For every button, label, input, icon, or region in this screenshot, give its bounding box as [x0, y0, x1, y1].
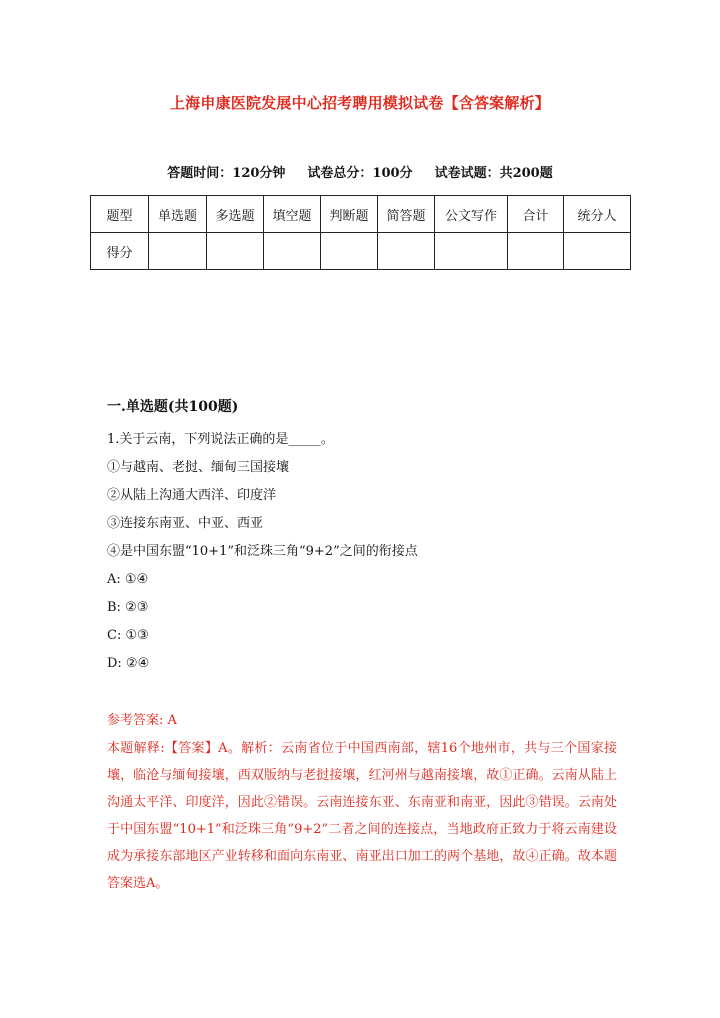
- exam-total-score: 试卷总分：100分: [307, 166, 413, 181]
- question-statement: ①与越南、老挝、缅甸三国接壤: [107, 460, 290, 475]
- score-table-header-cell: 判断题: [321, 196, 378, 233]
- score-table-header-cell: 简答题: [378, 196, 435, 233]
- question-option-d: D: ②④: [107, 656, 150, 671]
- question-stem: 1.关于云南，下列说法正确的是_____。: [107, 432, 334, 447]
- answer-block: [107, 707, 617, 897]
- score-cell: [435, 233, 508, 270]
- score-table-header-cell: 多选题: [207, 196, 264, 233]
- score-cell: [149, 233, 207, 270]
- score-cell: [321, 233, 378, 270]
- section-heading: 一.单选题(共100题): [107, 399, 239, 415]
- score-cell: [378, 233, 435, 270]
- score-table-header-cell: 填空题: [264, 196, 321, 233]
- score-table-header-cell: 单选题: [149, 196, 207, 233]
- exam-total-questions: 试卷试题：共200题: [434, 166, 553, 181]
- question-option-b: B: ②③: [107, 600, 149, 615]
- score-table: [90, 195, 631, 270]
- exam-title: 上海申康医院发展中心招考聘用模拟试卷【含答案解析】: [169, 94, 550, 112]
- score-cell: [264, 233, 321, 270]
- score-table-header-cell: 合计: [508, 196, 564, 233]
- question-block: [107, 426, 617, 678]
- answer-explanation: 本题解释:【答案】A。解析：云南省位于中国西南部，辖16个地州市，共与三个国家接壤，临沧与缅甸接壤，西双版纳与老挝接壤，红河州与越南接壤，故①正确。云南从陆上沟通太平洋、印度洋，因此②错误。云南连接东亚、东南亚和南亚，因此③错误。云南处于中国东盟“10+1”和泛珠三角“9+2”二者之间的连接点，当地政府正致力于将云南建设成为承接东部地区产业转移和面向东南亚、南亚出口加工的两个基地，故④正确。故本题答案选A。: [107, 741, 617, 891]
- score-cell: [508, 233, 564, 270]
- score-cell: [564, 233, 631, 270]
- score-table-header-row: [91, 196, 631, 233]
- question-statement: ③连接东南亚、中亚、西亚: [107, 516, 264, 531]
- question-statement: ②从陆上沟通大西洋、印度洋: [107, 488, 277, 503]
- score-row-label: 得分: [91, 233, 149, 270]
- score-table-header-cell: 题型: [91, 196, 149, 233]
- question-statement: ④是中国东盟“10+1”和泛珠三角“9+2”之间的衔接点: [107, 544, 418, 559]
- score-cell: [207, 233, 264, 270]
- question-option-c: C: ①③: [107, 628, 149, 643]
- score-table-score-row: [91, 233, 631, 270]
- question-option-a: A: ①④: [107, 572, 149, 587]
- score-table-header-cell: 统分人: [564, 196, 631, 233]
- score-table-header-cell: 公文写作: [435, 196, 508, 233]
- reference-answer: 参考答案: A: [107, 713, 177, 728]
- exam-time: 答题时间：120分钟: [167, 166, 286, 181]
- exam-meta: [0, 162, 720, 181]
